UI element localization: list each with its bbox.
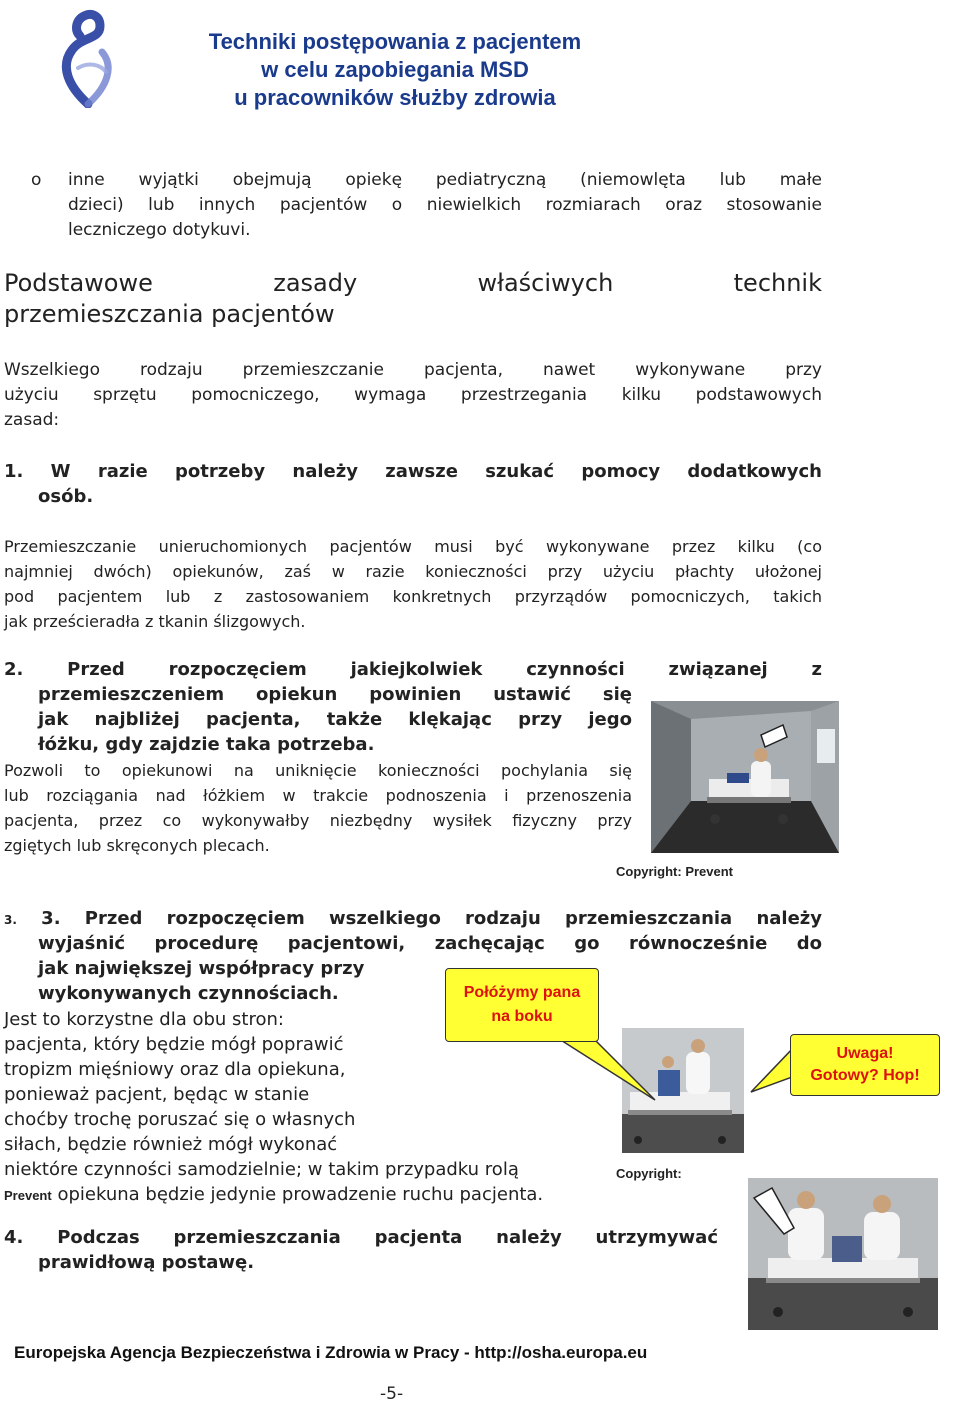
section-heading: Podstawowe zasady właściwych technik przemieszczania pacjentów <box>4 269 822 328</box>
rule-2-heading-line-1: 2. Przed rozpoczęciem jakiejkolwiek czynności związanej z <box>4 659 822 680</box>
rule-3-photo-caption: Copyright: <box>616 1166 682 1181</box>
rule-2-text: Pozwoli to opiekunowi na uniknięcie konieczności pochylania się lub rozciągania nad łóżkiem w trakcie podnoszenia i przenoszenia pacjenta, przez co wykonywałby niezbędny wysiłek fizyczny przy zgiętych lub skręconych plecach. <box>4 761 632 855</box>
rule-3-heading-top: 3. 3. Przed rozpoczęciem wszelkiego rodzaju przemieszczania należy <box>4 908 822 929</box>
document-header-title: Techniki postępowania z pacjentem w celu zapobiegania MSD u pracowników służby zdrowia <box>208 29 582 110</box>
rule-3-number: 3. <box>4 913 17 927</box>
speech-bubble-left-tail <box>545 1030 665 1110</box>
rule-2-heading-rest: przemieszczeniem opiekun powinien ustawić się jak najbliżej pacjenta, także klękając przy jego łóżku, gdy zajdzie taka potrzeba. <box>38 684 632 755</box>
rule-2-photo-caption: Copyright: Prevent <box>616 864 734 879</box>
rule-1-text: Przemieszczanie unieruchomionych pacjentów musi być wykonywane przez kilku (co najmniej dwóch) opiekunów, zaś w razie konieczności przy użyciu płachty ułożonej pod pacjentem lub z zastosowaniem konkretnych przyrządów pomocniczych, takich jak prześcieradła z tkanin ślizgowych. <box>4 537 822 631</box>
photo-two-caregivers-posture <box>748 1178 938 1330</box>
footer-agency: Europejska Agencja Bezpieczeństwa i Zdrowia w Pracy - http://osha.europa.eu <box>14 1343 648 1362</box>
speech-bubble-right: Uwaga! Gotowy? Hop! <box>790 1034 940 1096</box>
speech-bubble-left: Połóżymy pana na boku <box>445 968 599 1042</box>
rule-3-text: Jest to korzystne dla obu stron: pacjenta, który będzie mógł poprawić tropizm mięśniowy oraz dla opiekuna, ponieważ pacjent, będąc w stanie choćby trochę poruszać się o własnych siłach, będzie również mógł wykonać niektóre czynności samodzielnie; w takim przypadku rolą Prevent opiekuna będzie jedynie prowadzenie ruchu pacjenta. <box>4 1009 544 1205</box>
page-number: -5- <box>380 1384 404 1404</box>
photo-caregiver-kneeling-by-bed <box>651 701 839 853</box>
bullet-marker: o <box>31 170 42 190</box>
speech-bubble-right-tail <box>745 1040 795 1100</box>
rule-3-heading-rest: wyjaśnić procedurę pacjentowi, zachęcając go równocześnie do jak największej współpracy przy wykonywanych czynnościach. <box>38 933 822 1004</box>
rule-4-heading: 4. Podczas przemieszczania pacjenta należy utrzymywać prawidłową postawę. <box>4 1227 718 1273</box>
section-intro: Wszelkiego rodzaju przemieszczanie pacjenta, nawet wykonywane przy użyciu sprzętu pomocniczego, wymaga przestrzegania kilku podstawowych zasad: <box>4 360 822 430</box>
rule-1-heading: 1. W razie potrzeby należy zawsze szukać pomocy dodatkowych osób. <box>4 461 822 507</box>
intro-bullet-text: inne wyjątki obejmują opiekę pediatryczną (niemowlęta lub małe dzieci) lub innych pacjentów o niewielkich rozmiarach oraz stosowanie leczniczego dotykuvi. <box>68 170 822 240</box>
